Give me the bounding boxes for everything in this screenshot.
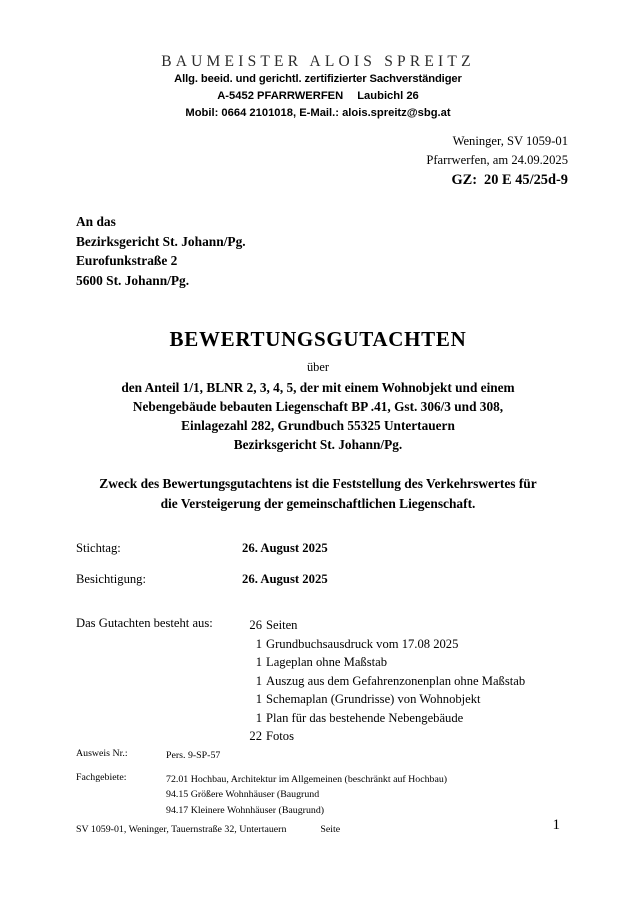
footer-reference: SV 1059-01, Weninger, Tauernstraße 32, Untertauern	[76, 824, 287, 835]
contents-item-qty: 22	[249, 729, 262, 743]
recipient-address	[76, 212, 246, 291]
specialty-field-item: 94.15 Größere Wohnhäuser (Baugrund	[166, 789, 320, 801]
page-title: BEWERTUNGSGUTACHTEN	[169, 327, 467, 351]
contents-item-qty: 1	[255, 710, 262, 725]
credential-id-label: Ausweis Nr.:	[76, 748, 128, 759]
contents-item-text: Seiten	[266, 618, 298, 632]
contents-item-qty: 26	[249, 618, 262, 632]
office-address-line	[0, 88, 636, 105]
contents-item-qty: 1	[255, 673, 262, 688]
qualification-line: Allg. beeid. und gerichtl. zertifizierter Sachverständiger	[174, 73, 462, 86]
list-item	[242, 653, 576, 672]
contents-list	[242, 616, 576, 746]
list-item	[242, 635, 576, 654]
page-number: 1	[552, 817, 560, 833]
list-item	[242, 709, 576, 728]
valuation-date-label: Stichtag:	[76, 541, 121, 555]
contents-item-qty: 1	[255, 636, 262, 651]
specialty-fields-values	[166, 772, 576, 818]
inspection-date-value: 26. August 2025	[242, 572, 328, 586]
address-city: A-5452 PFARRWERFEN	[217, 90, 344, 103]
credential-id-row	[76, 748, 576, 763]
credential-id-value: Pers. 9-SP-57	[166, 750, 221, 761]
contents-item-qty: 1	[255, 692, 262, 706]
list-item	[242, 727, 576, 746]
subject-line-1: den Anteil 1/1, BLNR 2, 3, 4, 5, der mit einem Wohnobjekt und einem	[121, 379, 515, 395]
contents-item-text: Grundbuchsausdruck vom 17.08 2025	[266, 636, 459, 651]
footer-page-label: Seite	[320, 824, 341, 835]
subject-block	[0, 358, 636, 454]
recipient-court: Bezirksgericht St. Johann/Pg.	[76, 233, 246, 249]
contents-block	[76, 616, 576, 746]
valuation-date-row	[76, 541, 556, 556]
subject-line-3: Einlagezahl 282, Grundbuch 55325 Untertauern	[181, 418, 455, 434]
contents-item-text: Schemaplan (Grundrisse) von Wohnobjekt	[266, 692, 481, 706]
address-street: Laubichl 26	[357, 90, 419, 103]
contents-item-text: Lageplan ohne Maßstab	[266, 655, 387, 669]
place-and-date: Pfarrwerfen, am 24.09.2025	[426, 152, 568, 167]
recipient-street: Eurofunkstraße 2	[76, 253, 178, 269]
recipient-city: 5600 St. Johann/Pg.	[76, 273, 190, 289]
recipient-line-1: An das	[76, 214, 116, 229]
case-number-label: GZ:	[451, 172, 478, 189]
specialty-fields-row	[76, 772, 576, 818]
page-footer	[76, 817, 560, 835]
valuation-date-value: 26. August 2025	[242, 541, 328, 555]
list-item	[242, 690, 576, 709]
contents-item-text: Auszug aus dem Gefahrenzonenplan ohne Maßstab	[266, 673, 526, 688]
case-number	[426, 170, 568, 191]
specialty-fields-label: Fachgebiete:	[76, 772, 127, 783]
contents-item-text: Fotos	[266, 729, 294, 743]
inspection-date-label: Besichtigung:	[76, 572, 146, 586]
contents-item-qty: 1	[255, 655, 262, 669]
purpose-line-2: die Versteigerung der gemeinschaftlichen Liegenschaft.	[160, 496, 476, 512]
subject-line-4: Bezirksgericht St. Johann/Pg.	[233, 437, 403, 453]
company-name: BAUMEISTER ALOIS SPREITZ	[161, 53, 475, 70]
credential-id-values	[166, 748, 576, 763]
client-reference: Weninger, SV 1059-01	[452, 134, 568, 148]
letterhead	[0, 52, 636, 122]
subject-line-2: Nebengebäude bebauten Liegenschaft BP .41, Gst. 306/3 und 308,	[132, 398, 504, 414]
specialty-field-item: 94.17 Kleinere Wohnhäuser (Baugrund)	[166, 804, 325, 816]
contents-label: Das Gutachten besteht aus:	[76, 616, 213, 630]
contents-item-text: Plan für das bestehende Nebengebäude	[266, 710, 464, 725]
list-item	[242, 672, 576, 691]
inspection-date-row	[76, 572, 556, 587]
purpose-statement	[0, 474, 636, 514]
list-item	[242, 616, 576, 635]
purpose-line-1: Zweck des Bewertungsgutachtens ist die Feststellung des Verkehrswertes für	[99, 476, 537, 491]
specialty-field-item: 72.01 Hochbau, Architektur im Allgemeinen (beschränkt auf Hochbau)	[166, 774, 448, 785]
contact-line: Mobil: 0664 2101018, E-Mail.: alois.spreitz@sbg.at	[185, 106, 451, 119]
reference-block	[426, 132, 568, 192]
subject-preposition: über	[306, 360, 330, 374]
case-number-value: 20 E 45/25d-9	[484, 172, 568, 189]
